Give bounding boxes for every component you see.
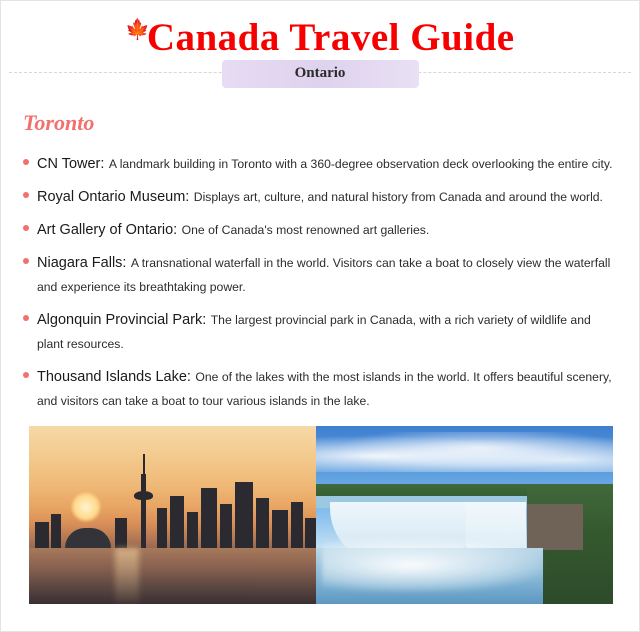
- list-item: [23, 308, 619, 356]
- building: [157, 508, 167, 548]
- building: [256, 498, 269, 548]
- building: [35, 522, 49, 548]
- lake-water: [29, 548, 316, 604]
- attraction-desc: The largest provincial park in Canada, with a rich variety of wildlife and plant resources.: [37, 312, 591, 351]
- image-gallery: [29, 426, 613, 604]
- niagara-falls-image: [316, 426, 613, 604]
- attraction-name: CN Tower:: [37, 155, 105, 172]
- building: [170, 496, 184, 548]
- list-item: [23, 251, 619, 299]
- building: [201, 488, 217, 548]
- list-item: [23, 152, 619, 176]
- building: [272, 510, 288, 548]
- city-heading: Toronto: [23, 109, 95, 135]
- cn-tower-pod: [134, 491, 153, 500]
- bullet-icon: [23, 192, 29, 198]
- attraction-list: [23, 152, 619, 413]
- building: [51, 514, 61, 548]
- maple-leaf-icon: 🍁: [125, 19, 151, 41]
- building: [291, 502, 303, 548]
- attraction-name: Art Gallery of Ontario:: [37, 221, 178, 238]
- attraction-name: Royal Ontario Museum:: [37, 188, 190, 205]
- attraction-desc: A transnational waterfall in the world. Visitors can take a boat to closely view the waterfall and experience its breathtaking power.: [37, 255, 611, 294]
- mist: [322, 538, 542, 592]
- province-badge: Ontario: [222, 60, 419, 88]
- cn-tower: [141, 474, 146, 548]
- header: [1, 1, 639, 62]
- bullet-icon: [23, 159, 29, 165]
- building: [235, 482, 253, 548]
- bullet-icon: [23, 372, 29, 378]
- page-title: [125, 15, 514, 62]
- attraction-name: Niagara Falls:: [37, 254, 127, 271]
- building: [187, 512, 198, 548]
- attraction-desc: One of the lakes with the most islands in the world. It offers beautiful scenery, and visitors can take a boat to tour various islands in the lake.: [37, 369, 612, 408]
- page-title-text: Canada Travel Guide: [146, 16, 515, 59]
- list-item: [23, 218, 619, 242]
- list-item: [23, 365, 619, 413]
- bullet-icon: [23, 225, 29, 231]
- bullet-icon: [23, 315, 29, 321]
- sun-icon: [71, 492, 101, 522]
- building: [115, 518, 127, 548]
- building: [220, 504, 232, 548]
- list-item: [23, 185, 619, 209]
- cn-tower-spire: [143, 454, 145, 474]
- province-badge-wrap: [1, 60, 639, 88]
- clouds: [316, 432, 613, 472]
- attraction-name: Algonquin Provincial Park:: [37, 311, 207, 328]
- attraction-desc: Displays art, culture, and natural history from Canada and around the world.: [193, 189, 603, 204]
- toronto-skyline-image: [29, 426, 316, 604]
- attraction-name: Thousand Islands Lake:: [37, 368, 191, 385]
- bullet-icon: [23, 258, 29, 264]
- attraction-desc: One of Canada's most renowned art galleries.: [181, 222, 430, 237]
- building: [305, 518, 316, 548]
- attraction-desc: A landmark building in Toronto with a 360-degree observation deck overlooking the entire city.: [108, 156, 613, 171]
